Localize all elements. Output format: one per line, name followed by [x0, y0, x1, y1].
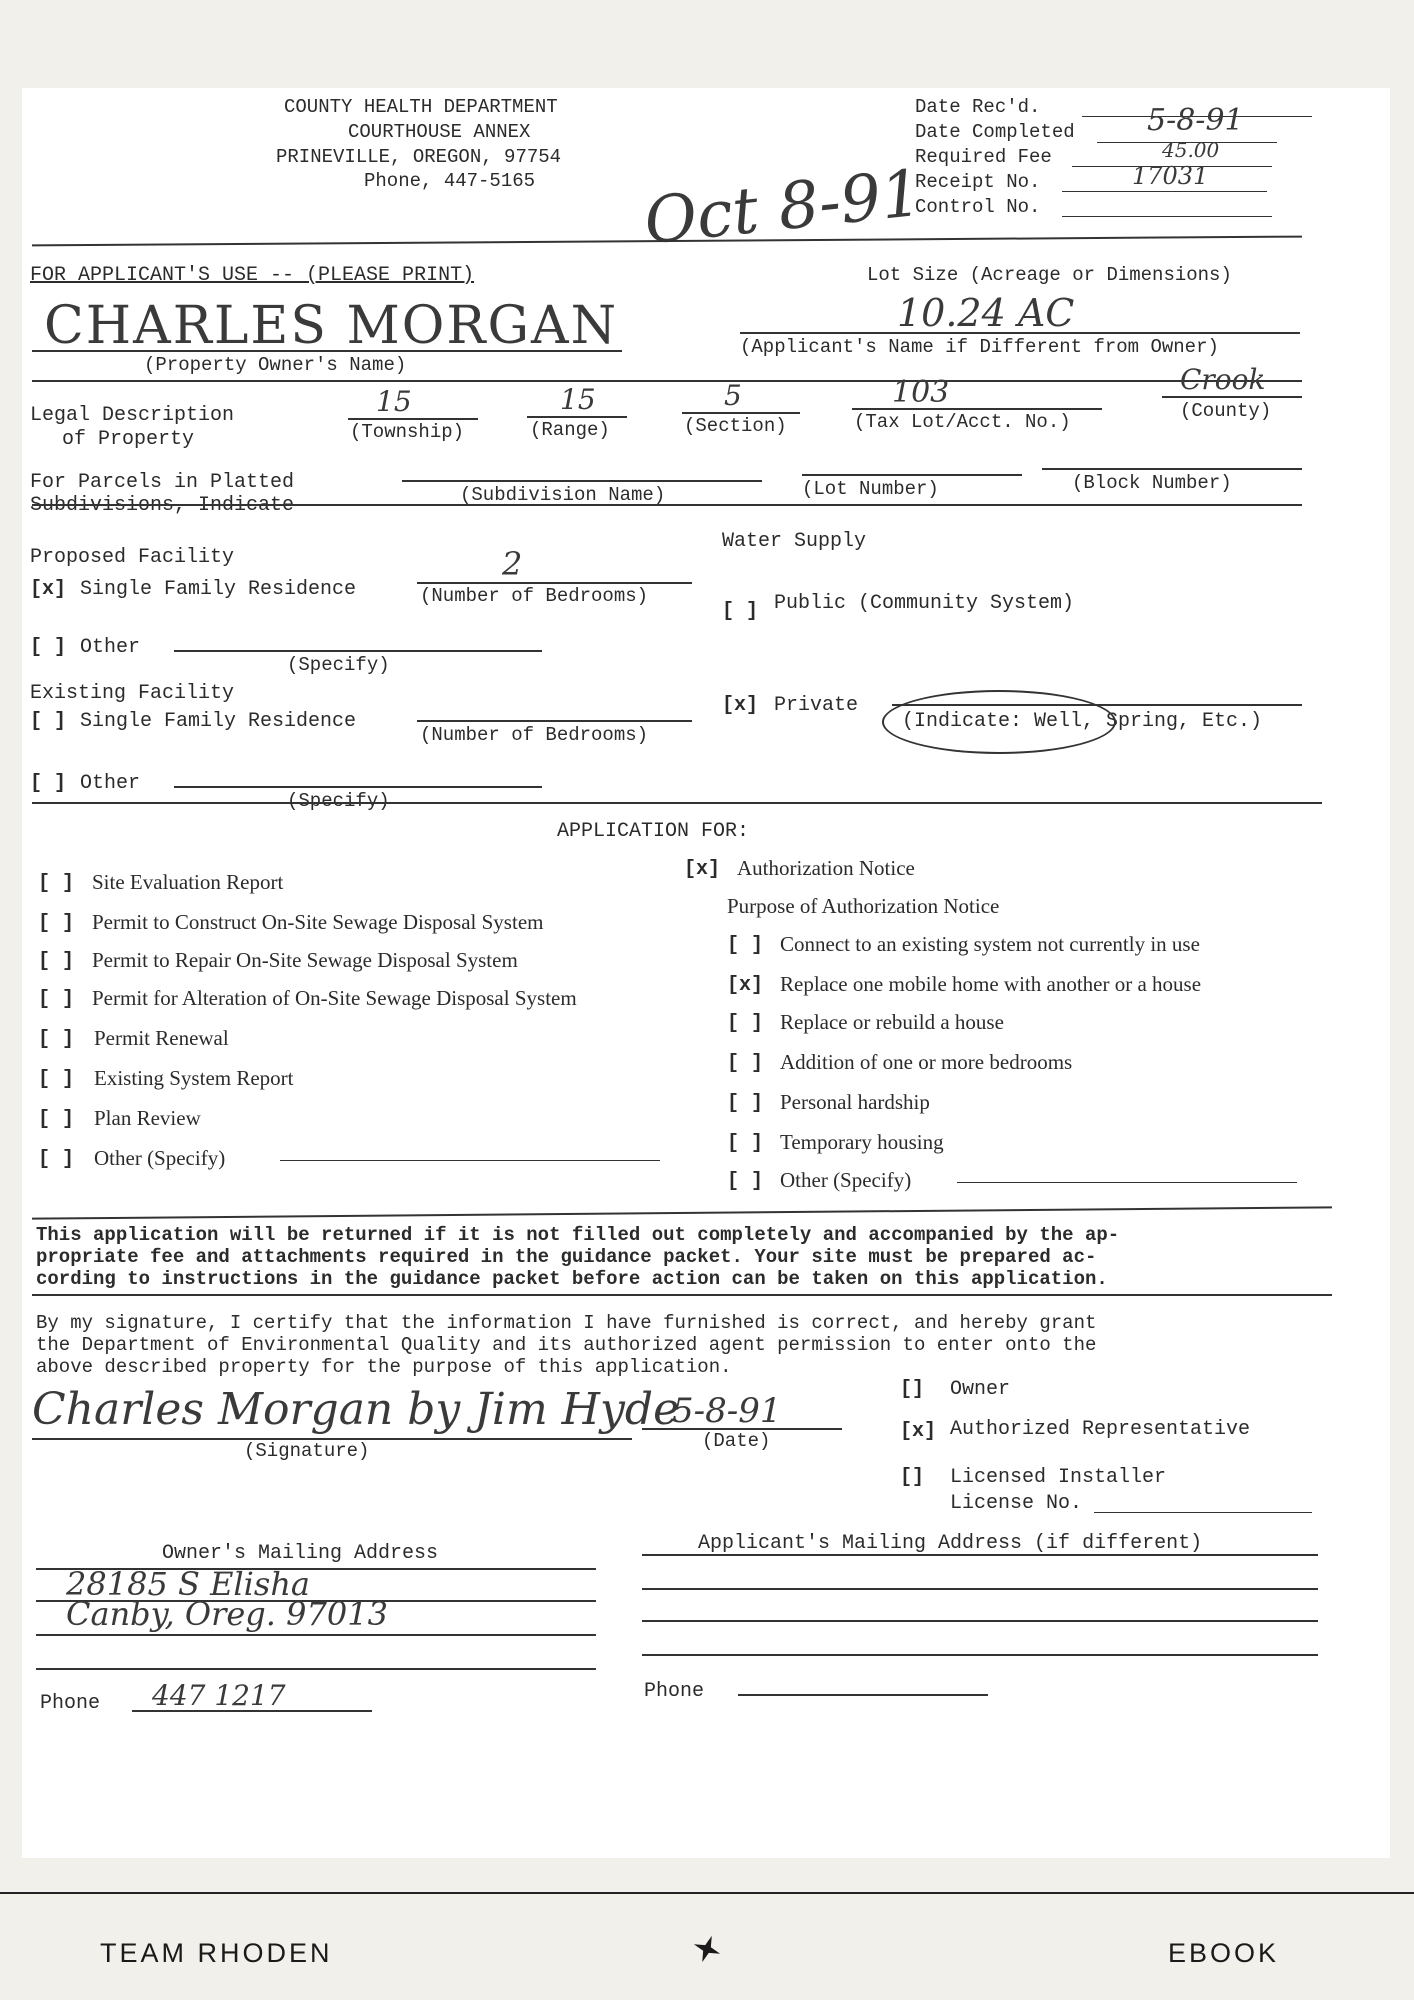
owner-name-label: (Property Owner's Name) [144, 354, 407, 376]
right-checkbox-7[interactable]: [ ] [727, 1170, 764, 1193]
application-divider [32, 1206, 1332, 1219]
dept-address-2: PRINEVILLE, OREGON, 97754 [276, 146, 562, 168]
owner-name-value: CHARLES MORGAN [44, 296, 619, 356]
subdivision-line [402, 480, 762, 482]
owner-option-label: Owner [950, 1378, 1011, 1401]
star-icon [690, 1932, 724, 1966]
certify-line-1: By my signature, I certify that the information I have furnished is correct, and hereby grant [36, 1312, 1097, 1334]
dept-phone: Phone, 447-5165 [364, 170, 536, 192]
receipt-line [1062, 191, 1267, 192]
notice-divider [32, 1294, 1332, 1296]
left-option-6: Existing System Report [94, 1066, 294, 1090]
date-received-label: Date Rec'd. [915, 96, 1041, 118]
proposed-other-line [174, 650, 542, 652]
right-other-line [957, 1182, 1297, 1183]
control-line [1062, 216, 1272, 217]
block-number-line [1042, 468, 1302, 470]
well-circle-mark [882, 690, 1116, 754]
right-checkbox-3[interactable]: [ ] [727, 1012, 764, 1035]
range-line [527, 416, 627, 418]
left-option-4: Permit for Alteration of On-Site Sewage Disposal System [92, 986, 577, 1010]
certify-line-2: the Department of Environmental Quality and its authorized agent permission to enter onto the [36, 1334, 1097, 1356]
public-checkbox[interactable]: [ ] [722, 600, 759, 623]
county-line [1162, 396, 1302, 398]
proposed-other-checkbox[interactable]: [ ] [30, 636, 67, 659]
application-for-heading: APPLICATION FOR: [557, 820, 750, 843]
right-checkbox-5[interactable]: [ ] [727, 1092, 764, 1115]
left-checkbox-6[interactable]: [ ] [38, 1068, 75, 1091]
signature-date-label: (Date) [702, 1430, 771, 1452]
proposed-single-checkbox[interactable]: [x] [30, 578, 67, 601]
township-line [348, 418, 478, 420]
existing-other-label: Other [80, 772, 141, 795]
proposed-bedrooms-value: 2 [502, 545, 523, 583]
range-value: 15 [560, 383, 596, 416]
owner-phone-line [132, 1710, 372, 1712]
auth-notice-label: Authorization Notice [737, 856, 915, 880]
signature-label: (Signature) [244, 1440, 370, 1462]
left-checkbox-3[interactable]: [ ] [38, 950, 75, 973]
existing-specify-label: (Specify) [287, 790, 390, 812]
installer-checkbox[interactable]: [] [900, 1466, 925, 1489]
footer-right-text: EBOOK [1168, 1938, 1280, 1968]
stamp-date: Oct 8-91 [640, 156, 926, 260]
existing-other-checkbox[interactable]: [ ] [30, 772, 67, 795]
right-checkbox-4[interactable]: [ ] [727, 1052, 764, 1075]
signature-date-value: 5-8-91 [672, 1391, 782, 1431]
left-checkbox-7[interactable]: [ ] [38, 1108, 75, 1131]
required-fee-label: Required Fee [915, 146, 1052, 168]
left-checkbox-2[interactable]: [ ] [38, 912, 75, 935]
private-label: Private [774, 694, 859, 717]
owner-mailing-line-3 [36, 1668, 596, 1670]
proposed-specify-label: (Specify) [287, 654, 390, 676]
tax-lot-label: (Tax Lot/Acct. No.) [854, 411, 1071, 433]
signature-value: Charles Morgan by Jim Hyde [32, 1384, 680, 1435]
owner-divider [32, 380, 1302, 382]
installer-label: Licensed Installer [950, 1466, 1167, 1489]
auth-rep-label: Authorized Representative [950, 1418, 1251, 1441]
existing-other-line [174, 786, 542, 788]
applicant-phone-label: Phone [644, 1680, 705, 1703]
water-supply-label: Water Supply [722, 530, 867, 553]
private-checkbox[interactable]: [x] [722, 694, 759, 717]
right-checkbox-2[interactable]: [x] [727, 974, 764, 997]
license-no-label: License No. [950, 1492, 1083, 1515]
receipt-value: 17031 [1132, 162, 1209, 190]
owner-phone-value: 447 1217 [152, 1679, 286, 1712]
applicant-mailing-line-1 [642, 1588, 1318, 1590]
owner-address-line-2: Canby, Oreg. 97013 [66, 1595, 388, 1633]
auth-rep-checkbox[interactable]: [x] [900, 1420, 937, 1443]
notice-line-2: propriate fee and attachments required in the guidance packet. Your site must be prepared ac- [36, 1246, 1097, 1268]
left-option-7: Plan Review [94, 1106, 201, 1130]
facility-divider [32, 802, 1322, 804]
left-option-5: Permit Renewal [94, 1026, 229, 1050]
owner-checkbox[interactable]: [] [900, 1378, 925, 1401]
left-option-3: Permit to Repair On-Site Sewage Disposal System [92, 948, 518, 972]
tax-lot-line [852, 408, 1102, 410]
parcel-divider [32, 504, 1302, 506]
section-line [682, 412, 800, 414]
applicant-mailing-line-2 [642, 1620, 1318, 1622]
applicant-phone-line [738, 1694, 988, 1696]
owner-mailing-line-2 [36, 1634, 596, 1636]
public-label: Public (Community System) [774, 592, 1075, 615]
owner-name-line [32, 350, 622, 352]
applicant-mailing-label: Applicant's Mailing Address (if different) [698, 1532, 1203, 1555]
lot-number-label: (Lot Number) [802, 478, 939, 500]
existing-bedrooms-label: (Number of Bedrooms) [420, 724, 649, 746]
platted-label-2: Subdivisions, Indicate [30, 494, 295, 517]
lot-size-label: Lot Size (Acreage or Dimensions) [867, 264, 1232, 286]
auth-notice-checkbox[interactable]: [x] [684, 858, 721, 881]
date-completed-value: 5-8-91 [1147, 103, 1244, 138]
left-checkbox-4[interactable]: [ ] [38, 988, 75, 1011]
dept-address-1: COURTHOUSE ANNEX [348, 121, 531, 143]
notice-line-1: This application will be returned if it is not filled out completely and accompanied by the ap- [36, 1224, 1120, 1246]
existing-single-label: Single Family Residence [80, 710, 357, 733]
applicant-name-label: (Applicant's Name if Different from Owner) [740, 336, 1219, 358]
purpose-label: Purpose of Authorization Notice [727, 894, 1000, 918]
left-checkbox-1[interactable]: [ ] [38, 872, 75, 895]
left-checkbox-5[interactable]: [ ] [38, 1028, 75, 1051]
range-label: (Range) [530, 419, 610, 441]
township-label: (Township) [350, 421, 465, 443]
required-fee-value: 45.00 [1162, 138, 1220, 162]
owner-mailing-label: Owner's Mailing Address [162, 1542, 439, 1565]
section-value: 5 [724, 379, 742, 412]
applicant-mailing-line-3 [642, 1654, 1318, 1656]
lot-size-line [740, 332, 1300, 334]
date-completed-label: Date Completed [915, 121, 1075, 143]
indicate-label: (Indicate: Well, Spring, Etc.) [902, 710, 1263, 733]
right-option-4: Addition of one or more bedrooms [780, 1050, 1073, 1074]
legal-description-label-1: Legal Description [30, 404, 235, 427]
receipt-label: Receipt No. [915, 171, 1041, 193]
lot-size-value: 10.24 AC [897, 291, 1075, 335]
left-other-line [280, 1160, 660, 1161]
footer-left-text: TEAM RHODEN [100, 1938, 333, 1968]
block-number-label: (Block Number) [1072, 472, 1232, 494]
subdivision-label: (Subdivision Name) [460, 484, 666, 506]
left-checkbox-8[interactable]: [ ] [38, 1148, 75, 1171]
control-label: Control No. [915, 196, 1041, 218]
township-value: 15 [376, 385, 412, 418]
right-option-1: Connect to an existing system not currently in use [780, 932, 1200, 956]
form-page [22, 88, 1390, 1858]
county-label: (County) [1180, 400, 1272, 422]
section-label: (Section) [684, 415, 787, 437]
right-checkbox-1[interactable]: [ ] [727, 934, 764, 957]
right-option-6: Temporary housing [780, 1130, 944, 1154]
proposed-bedrooms-label: (Number of Bedrooms) [420, 585, 649, 607]
existing-single-checkbox[interactable]: [ ] [30, 710, 67, 733]
proposed-other-label: Other [80, 636, 141, 659]
proposed-single-label: Single Family Residence [80, 578, 357, 601]
existing-facility-label: Existing Facility [30, 682, 235, 705]
applicant-heading: FOR APPLICANT'S USE -- (PLEASE PRINT) [30, 264, 475, 287]
footer-divider [0, 1892, 1414, 1894]
right-option-5: Personal hardship [780, 1090, 930, 1114]
dept-name: COUNTY HEALTH DEPARTMENT [284, 96, 558, 118]
right-option-2: Replace one mobile home with another or a house [780, 972, 1202, 996]
applicant-mailing-line-0 [642, 1554, 1318, 1556]
existing-bedrooms-line [417, 720, 692, 722]
certify-line-3: above described property for the purpose of this application. [36, 1356, 732, 1378]
left-option-2: Permit to Construct On-Site Sewage Disposal System [92, 910, 544, 934]
proposed-facility-label: Proposed Facility [30, 546, 235, 569]
left-option-8: Other (Specify) [94, 1146, 226, 1170]
right-checkbox-6[interactable]: [ ] [727, 1132, 764, 1155]
legal-description-label-2: of Property [62, 428, 195, 451]
right-option-7: Other (Specify) [780, 1168, 912, 1192]
notice-line-3: cording to instructions in the guidance packet before action can be taken on this application. [36, 1268, 1108, 1290]
left-option-1: Site Evaluation Report [92, 870, 284, 894]
platted-label-1: For Parcels in Platted [30, 471, 295, 494]
proposed-bedrooms-line [417, 582, 692, 584]
owner-address-line-1: 28185 S Elisha [66, 1565, 310, 1603]
county-value: Crook [1180, 363, 1266, 396]
license-no-line [1094, 1512, 1312, 1513]
tax-lot-value: 103 [892, 375, 950, 410]
owner-phone-label: Phone [40, 1692, 101, 1715]
right-option-3: Replace or rebuild a house [780, 1010, 1004, 1034]
lot-number-line [802, 474, 1022, 476]
